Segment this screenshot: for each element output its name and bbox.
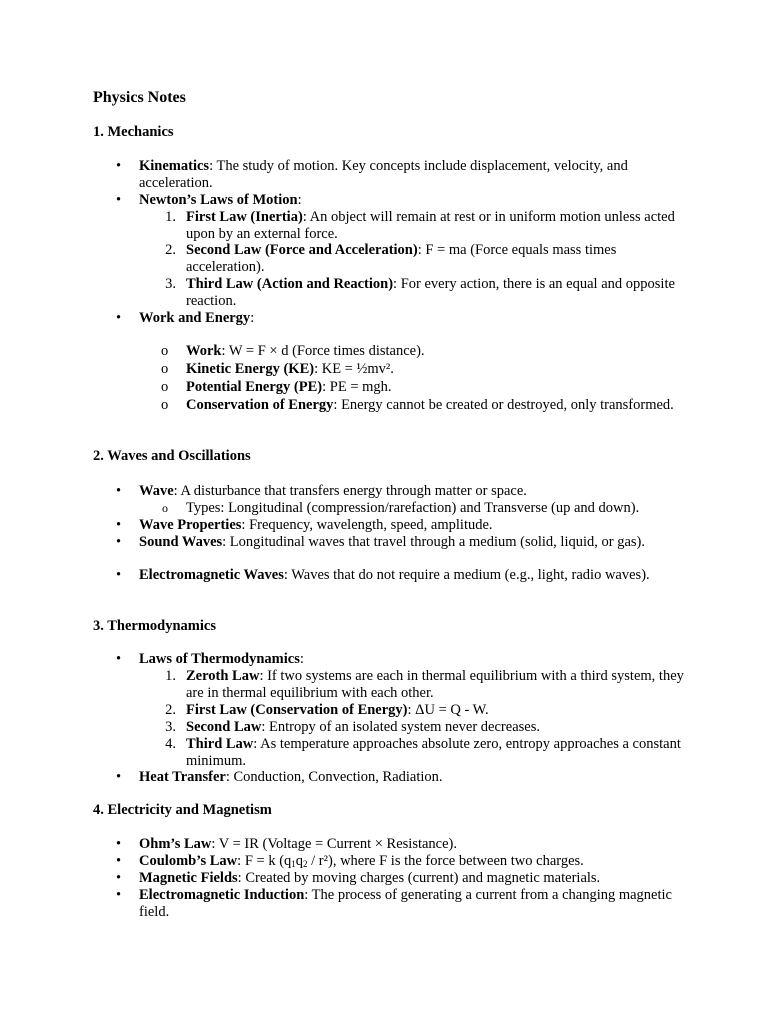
bullet-marker: • [116, 769, 122, 785]
list-item: Laws of Thermodynamics: [139, 651, 304, 667]
list-item: Potential Energy (PE): PE = mgh. [186, 379, 392, 395]
bullet-marker: • [116, 853, 122, 869]
circle-marker: o [161, 343, 169, 359]
list-item: Zeroth Law: If two systems are each in thermal equilibrium with a third system, they are in thermal equilibrium with each other. [186, 668, 684, 701]
list-item: Work: W = F × d (Force times distance). [186, 343, 425, 359]
list-item: Conservation of Energy: Energy cannot be created or destroyed, only transformed. [186, 397, 674, 413]
circle-marker: o [161, 397, 169, 413]
list-number: 2. [165, 242, 176, 258]
list-item: First Law (Conservation of Energy): ΔU = Q - W. [186, 702, 489, 718]
section-heading-mechanics: 1. Mechanics [93, 124, 174, 140]
list-item: Magnetic Fields: Created by moving charges (current) and magnetic materials. [139, 870, 601, 886]
circle-marker: o [162, 501, 168, 515]
list-item: Types: Longitudinal (compression/rarefaction) and Transverse (up and down). [186, 500, 640, 516]
list-number: 3. [165, 719, 176, 735]
bullet-marker: • [116, 158, 122, 174]
list-number: 1. [165, 668, 176, 684]
section-heading-electricity: 4. Electricity and Magnetism [93, 802, 272, 818]
list-number: 1. [165, 209, 176, 225]
list-item: Third Law: As temperature approaches absolute zero, entropy approaches a constant minimum. [186, 736, 681, 769]
bullet-marker: • [116, 887, 122, 903]
list-item: Kinetic Energy (KE): KE = ½mv². [186, 361, 394, 377]
section-heading-waves: 2. Waves and Oscillations [93, 448, 251, 464]
list-item: Kinematics: The study of motion. Key concepts include displacement, velocity, and acceleration. [139, 158, 628, 191]
list-item: Heat Transfer: Conduction, Convection, Radiation. [139, 769, 443, 785]
list-item: Electromagnetic Induction: The process of generating a current from a changing magnetic field. [139, 887, 672, 920]
bullet-marker: • [116, 567, 122, 583]
list-number: 4. [165, 736, 176, 752]
list-item: Electromagnetic Waves: Waves that do not require a medium (e.g., light, radio waves). [139, 567, 650, 583]
bullet-marker: • [116, 836, 122, 852]
list-item: Wave Properties: Frequency, wavelength, speed, amplitude. [139, 517, 493, 533]
list-item: Sound Waves: Longitudinal waves that travel through a medium (solid, liquid, or gas). [139, 534, 645, 550]
bullet-marker: • [116, 310, 122, 326]
list-number: 3. [165, 276, 176, 292]
list-item: Coulomb’s Law: F = k $(q_1q_2 / r^2)$, where F is the force between two charges. [139, 853, 584, 869]
bullet-marker: • [116, 870, 122, 886]
page-title: Physics Notes [93, 89, 186, 106]
circle-marker: o [161, 361, 169, 377]
bullet-marker: • [116, 534, 122, 550]
bullet-marker: • [116, 517, 122, 533]
list-item: Ohm’s Law: V = IR (Voltage = Current × Resistance). [139, 836, 457, 852]
list-item: Second Law (Force and Acceleration): F = ma (Force equals mass times acceleration). [186, 242, 617, 275]
list-number: 2. [165, 702, 176, 718]
section-heading-thermodynamics: 3. Thermodynamics [93, 618, 216, 634]
bullet-marker: • [116, 651, 122, 667]
bullet-marker: • [116, 192, 122, 208]
list-item: Work and Energy: [139, 310, 255, 326]
circle-marker: o [161, 379, 169, 395]
list-item: Newton’s Laws of Motion: [139, 192, 302, 208]
list-item: First Law (Inertia): An object will remain at rest or in uniform motion unless acted upon by an external force. [186, 209, 675, 242]
list-item: Third Law (Action and Reaction): For every action, there is an equal and opposite reaction. [186, 276, 675, 309]
list-item: Wave: A disturbance that transfers energy through matter or space. [139, 483, 527, 499]
list-item: Second Law: Entropy of an isolated system never decreases. [186, 719, 540, 735]
bullet-marker: • [116, 483, 122, 499]
